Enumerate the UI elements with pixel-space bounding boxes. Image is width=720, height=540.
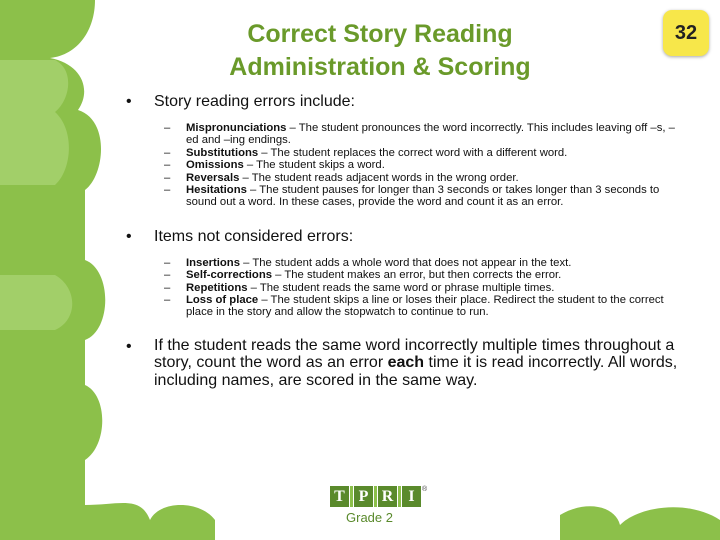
- heading-emphasis: errors: [253, 93, 296, 110]
- non-errors-list: [154, 257, 678, 319]
- logo-divider: [398, 486, 401, 507]
- item-term: Insertions: [186, 256, 240, 269]
- logo-divider: [374, 486, 377, 507]
- note-text: If the student reads the same word incorrectly multiple times throughout a story, count the word as an error: [154, 336, 675, 372]
- slide-title-line2: Administration & Scoring: [229, 53, 531, 81]
- item-term: Reversals: [186, 171, 240, 184]
- heading-text: include:: [295, 93, 355, 110]
- errors-section: [118, 92, 678, 209]
- non-errors-heading: [154, 227, 678, 247]
- dash-icon: –: [164, 256, 171, 269]
- logo-letter: T: [330, 486, 349, 507]
- note-text: time it is read incorrectly. All words, including names, are scored in the same way.: [154, 354, 678, 389]
- list-item: [154, 172, 678, 184]
- page-number-badge: [663, 10, 709, 56]
- item-text: – The student reads the same word or phrase multiple times.: [247, 281, 555, 294]
- grade-label: Grade 2: [346, 510, 393, 525]
- logo-letter: P: [354, 486, 373, 507]
- heading-text: Items: [154, 227, 198, 245]
- item-term: Self-corrections: [186, 269, 273, 282]
- logo-divider: [350, 486, 353, 507]
- item-text: – The student skips a line or loses their place. Redirect the student to the correct place in the story and allow the stopwatch to continue to run.: [186, 294, 664, 319]
- list-item: [154, 269, 678, 281]
- logo-letter: I: [402, 486, 421, 507]
- final-section: [118, 337, 678, 390]
- bullet-icon: •: [126, 337, 132, 355]
- page-number: 32: [674, 21, 698, 44]
- bullet-icon: •: [126, 227, 132, 245]
- slide-content: [118, 92, 678, 407]
- item-text: – The student pronounces the word incorrectly. This includes leaving off –s, –ed and –ing endings.: [186, 122, 675, 147]
- dash-icon: –: [164, 171, 171, 184]
- slide-title: [150, 18, 610, 84]
- tpri-logo-mark: [330, 486, 430, 507]
- item-text: – The student adds a whole word that does not appear in the text.: [240, 256, 572, 269]
- list-item: [154, 282, 678, 294]
- item-term: Omissions: [186, 159, 244, 172]
- item-term: Loss of place: [186, 294, 259, 307]
- dash-icon: –: [164, 281, 171, 294]
- item-text: – The student pauses for longer than 3 seconds or takes longer than 3 seconds to sound out a word. In these cases, provide the word and count it as an error.: [186, 184, 660, 209]
- registered-mark: ®: [422, 486, 428, 493]
- dash-icon: –: [164, 122, 171, 134]
- item-term: Mispronunciations: [186, 122, 287, 134]
- list-item: [154, 294, 678, 319]
- dash-icon: –: [164, 159, 171, 172]
- item-text: – The student makes an error, but then corrects the error.: [272, 269, 562, 282]
- slide-title-line1: Correct Story Reading: [247, 20, 513, 48]
- item-text: – The student skips a word.: [243, 159, 385, 172]
- note-emphasis: each: [387, 354, 425, 372]
- item-term: Repetitions: [186, 281, 248, 294]
- errors-heading: [154, 92, 678, 112]
- dash-icon: –: [164, 184, 171, 197]
- errors-list: [154, 122, 678, 209]
- list-item: [154, 147, 678, 159]
- list-item: [154, 257, 678, 269]
- tpri-logo: [330, 486, 430, 525]
- heading-emphasis: not: [197, 227, 220, 245]
- list-item: [154, 159, 678, 171]
- heading-text: Story reading: [154, 93, 254, 110]
- dash-icon: –: [164, 146, 171, 159]
- non-errors-section: [118, 227, 678, 319]
- item-term: Substitutions: [186, 146, 259, 159]
- list-item: [154, 122, 678, 147]
- item-term: Hesitations: [186, 184, 247, 197]
- item-text: – The student replaces the correct word with a different word.: [258, 146, 568, 159]
- list-item: [154, 184, 678, 209]
- logo-letter: R: [378, 486, 397, 507]
- final-note: [154, 337, 678, 390]
- bullet-icon: •: [126, 93, 132, 110]
- heading-text: considered errors:: [219, 227, 354, 245]
- item-text: – The student reads adjacent words in the wrong order.: [239, 171, 519, 184]
- dash-icon: –: [164, 269, 171, 282]
- dash-icon: –: [164, 294, 171, 307]
